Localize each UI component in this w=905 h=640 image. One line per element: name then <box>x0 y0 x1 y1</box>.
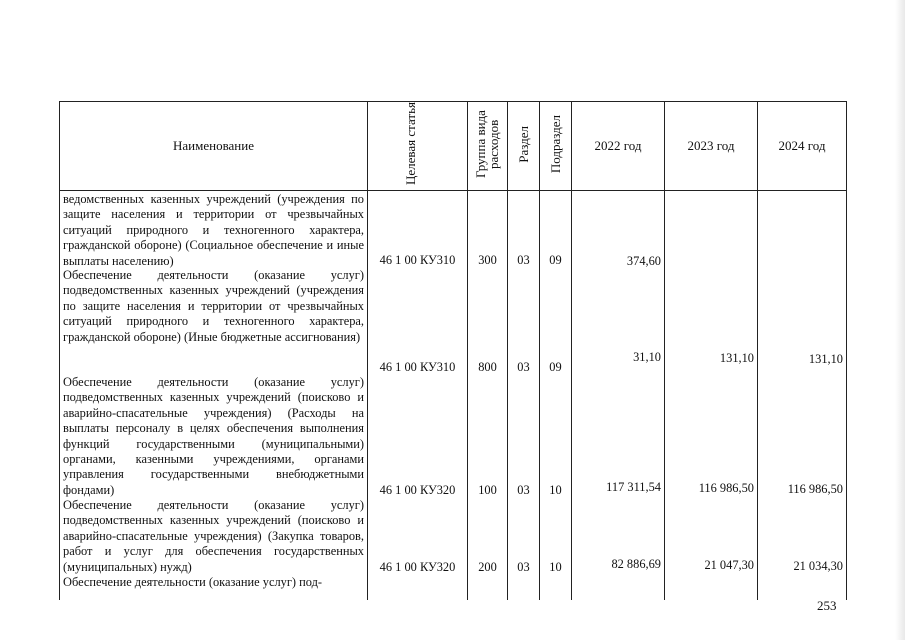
name-column <box>60 191 368 601</box>
header-2022-label: 2022 год <box>594 138 642 153</box>
budget-table <box>59 101 847 600</box>
row-y2024-4: 21 034,30 <box>793 559 843 573</box>
row-y2023-4: 21 047,30 <box>704 558 754 572</box>
row-name-3: Обеспечение деятельности (оказание услуг) подведомственных казенных учреждений (поисково и аварийно-спасательные учреждения) (Расходы на выплаты персоналу в целях обеспечения выполнения функций государственными (муниципальными) органами, казенными учреждениями, органами управления государственными внебюджетными фондами) <box>63 375 364 497</box>
header-group <box>468 102 508 191</box>
header-name-label: Наименование <box>173 138 254 153</box>
row-y2023-3: 116 986,50 <box>698 481 754 495</box>
header-target <box>368 102 468 191</box>
row-section-4: 03 <box>517 560 530 574</box>
header-section-label: Раздел <box>516 125 531 163</box>
row-section-1: 03 <box>517 253 530 267</box>
table-header-row <box>60 102 847 191</box>
row-target-3: 46 1 00 КУ320 <box>379 483 456 497</box>
row-target-2: 46 1 00 КУ310 <box>379 360 456 374</box>
row-section-2: 03 <box>517 360 530 374</box>
row-y2022-2: 31,10 <box>633 350 661 364</box>
table-body-row <box>60 191 847 601</box>
target-column <box>368 191 468 601</box>
row-name-1: ведомственных казенных учреждений (учреждения по защите населения и территории от чрезвычайных ситуаций природного и техногенного характера, гражданской обороне) (Социальное обеспечение и иные выплаты населению) <box>63 192 364 268</box>
row-y2022-4: 82 886,69 <box>611 557 661 571</box>
header-name <box>60 102 368 191</box>
y2022-column <box>572 191 665 601</box>
row-subsection-4: 10 <box>549 560 562 574</box>
row-y2022-3: 117 311,54 <box>606 480 661 494</box>
subsection-column <box>540 191 572 601</box>
row-section-3: 03 <box>517 483 530 497</box>
header-2023-label: 2023 год <box>687 138 735 153</box>
header-subsection-label: Подраздел <box>548 114 563 174</box>
row-name-5: Обеспечение деятельности (оказание услуг) под- <box>63 575 323 589</box>
y2024-column <box>758 191 847 601</box>
page-edge-shadow <box>895 0 905 640</box>
row-y2023-2: 131,10 <box>719 351 754 365</box>
row-group-4: 200 <box>478 560 497 574</box>
row-target-1: 46 1 00 КУ310 <box>379 253 456 267</box>
row-y2024-3: 116 986,50 <box>787 482 843 496</box>
header-2024-label: 2024 год <box>778 138 826 153</box>
header-2023 <box>665 102 758 191</box>
header-group-label: Группа вида расходов <box>472 110 501 178</box>
section-column <box>508 191 540 601</box>
row-name-2: Обеспечение деятельности (оказание услуг) подведомственных казенных учреждений (учреждения по защите населения и территории от чрезвычайных ситуаций природного и техногенного характера, гражданской обороне) (Иные бюджетные ассигнования) <box>63 268 364 344</box>
y2023-column <box>665 191 758 601</box>
header-subsection <box>540 102 572 191</box>
header-2022 <box>572 102 665 191</box>
row-group-2: 800 <box>478 360 497 374</box>
row-target-4: 46 1 00 КУ320 <box>379 560 456 574</box>
row-y2024-2: 131,10 <box>808 352 843 366</box>
row-y2022-1: 374,60 <box>626 254 661 268</box>
row-subsection-3: 10 <box>549 483 562 497</box>
header-2024 <box>758 102 847 191</box>
row-group-3: 100 <box>478 483 497 497</box>
row-subsection-2: 09 <box>549 360 562 374</box>
page-number: 253 <box>817 598 837 613</box>
header-section <box>508 102 540 191</box>
row-name-4: Обеспечение деятельности (оказание услуг) подведомственных казенных учреждений (поисково и аварийно-спасательные учреждения) (Закупка товаров, работ и услуг для обеспечения государственных (муниципальных) нужд) <box>63 498 364 574</box>
header-target-label: Целевая статья <box>402 102 418 186</box>
row-subsection-1: 09 <box>549 253 562 267</box>
group-column <box>468 191 508 601</box>
row-group-1: 300 <box>478 253 497 267</box>
